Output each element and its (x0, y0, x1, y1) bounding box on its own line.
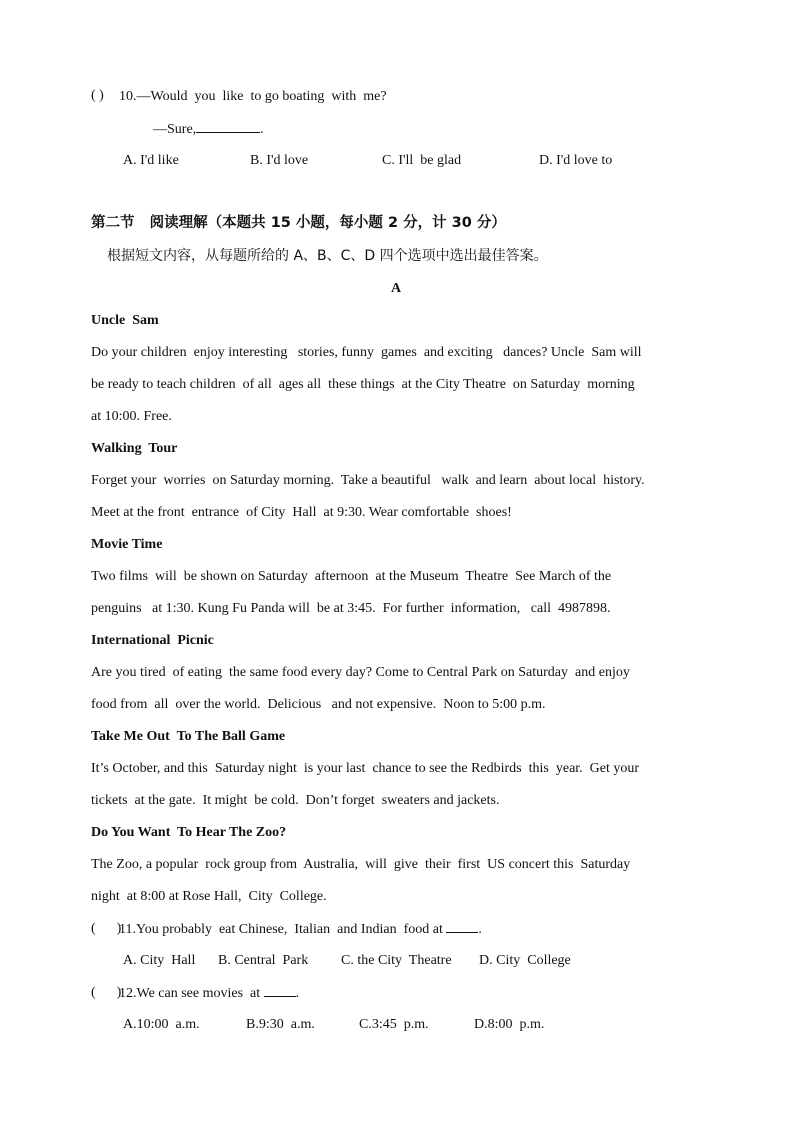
movie-time-line-2: penguins at 1:30. Kung Fu Panda will be at 3:45. For further information, call 4987898. (91, 601, 611, 616)
q10-option-c: C. I'll be glad (382, 153, 462, 168)
movie-time-line-1: Two films will be shown on Saturday afternoon at the Museum Theatre See March of the (91, 569, 612, 584)
passage-label: A (391, 281, 402, 296)
q10-option-d: D. I'd love to (539, 153, 613, 168)
q12-blank (264, 984, 296, 997)
q12-question-text: 12.We can see movies at (119, 986, 261, 1001)
q11-option-a: A. City Hall (123, 953, 196, 968)
q10-option-a: A. I'd like (123, 153, 179, 168)
q11-question-text: 11.You probably eat Chinese, Italian and Indian food at (119, 922, 443, 937)
zoo-line-1: The Zoo, a popular rock group from Australia, will give their first US concert this Saturday (91, 857, 631, 872)
q10-blank (196, 120, 260, 133)
heading-ball-game: Take Me Out To The Ball Game (91, 729, 286, 744)
ball-game-line-1: It’s October, and this Saturday night is your last chance to see the Redbirds this year. Get your (91, 761, 640, 776)
q12-question (119, 984, 299, 1003)
q10-question: 10.—Would you like to go boating with me? (119, 89, 387, 104)
heading-uncle-sam: Uncle Sam (91, 313, 159, 328)
q12-suffix: . (295, 986, 300, 1001)
picnic-line-1: Are you tired of eating the same food every day? Come to Central Park on Saturday and enjoy (91, 665, 630, 680)
q12-answer-paren: ( ) (91, 985, 122, 1000)
ball-game-line-2: tickets at the gate. It might be cold. Don’t forget sweaters and jackets. (91, 793, 500, 808)
heading-international-picnic: International Picnic (91, 633, 214, 648)
uncle-sam-line-3: at 10:00. Free. (91, 409, 172, 424)
uncle-sam-line-2: be ready to teach children of all ages all these things at the City Theatre on Saturday morning (91, 377, 635, 392)
zoo-line-2: night at 8:00 at Rose Hall, City College. (91, 889, 327, 904)
q11-option-b: B. Central Park (218, 953, 309, 968)
q10-reply-suffix: . (260, 122, 264, 137)
q10-reply-prefix: —Sure, (153, 122, 197, 137)
heading-walking-tour: Walking Tour (91, 441, 178, 456)
q11-option-c: C. the City Theatre (341, 953, 452, 968)
walking-tour-line-2: Meet at the front entrance of City Hall at 9:30. Wear comfortable shoes! (91, 505, 512, 520)
section-instruction: 根据短文内容，从每题所给的 A、B、C、D 四个选项中选出最佳答案。 (107, 248, 548, 264)
q12-option-a: A.10:00 a.m. (123, 1017, 200, 1032)
q10-answer-paren: ( ) (91, 88, 104, 103)
q11-suffix: . (478, 922, 482, 937)
q12-option-d: D.8:00 p.m. (474, 1017, 545, 1032)
q10-reply (153, 120, 264, 139)
picnic-line-2: food from all over the world. Delicious and not expensive. Noon to 5:00 p.m. (91, 697, 546, 712)
q12-option-c: C.3:45 p.m. (359, 1017, 429, 1032)
heading-movie-time: Movie Time (91, 537, 163, 552)
q10-option-b: B. I'd love (250, 153, 309, 168)
heading-the-zoo: Do You Want To Hear The Zoo? (91, 825, 287, 840)
section-title: 第二节 阅读理解（本题共 15 小题，每小题 2 分，计 30 分） (91, 215, 506, 231)
q11-question (119, 920, 482, 939)
q12-option-b: B.9:30 a.m. (246, 1017, 315, 1032)
q11-answer-paren: ( ) (91, 921, 122, 936)
uncle-sam-line-1: Do your children enjoy interesting stories, funny games and exciting dances? Uncle Sam will (91, 345, 642, 360)
walking-tour-line-1: Forget your worries on Saturday morning. Take a beautiful walk and learn about local history. (91, 473, 645, 488)
q11-blank (446, 920, 478, 933)
q11-option-d: D. City College (479, 953, 571, 968)
